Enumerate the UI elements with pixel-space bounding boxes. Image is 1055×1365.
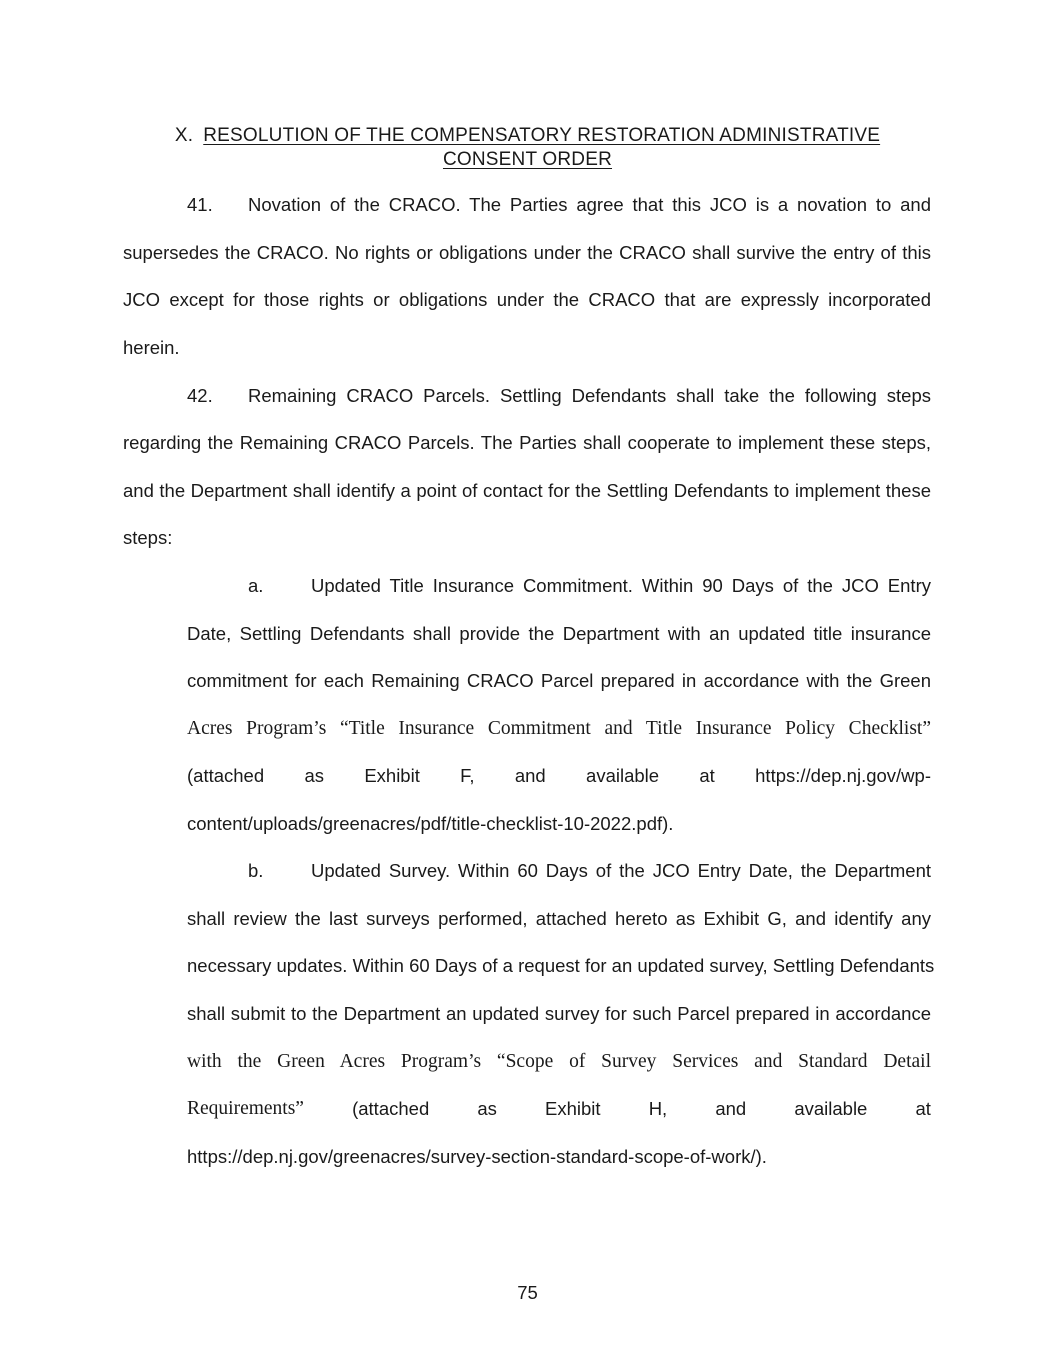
subparagraph-a-line-6: content/uploads/greenacres/pdf/title-checklist-10-2022.pdf). <box>187 813 674 834</box>
subparagraph-b-line-7: https://dep.nj.gov/greenacres/survey-section-standard-scope-of-work/). <box>187 1146 767 1167</box>
paragraph-41-number: 41. <box>187 194 213 215</box>
subparagraph-a-line-5 <box>187 764 931 788</box>
subparagraph-b-line-5: with the Green Acres Program’s “Scope of Survey Services and Standard Detail <box>187 1051 931 1072</box>
section-title-line-1: RESOLUTION OF THE COMPENSATORY RESTORATION ADMINISTRATIVE <box>203 125 881 146</box>
subparagraph-b-label: b. <box>248 860 264 881</box>
subparagraph-b-line-6 <box>187 1097 931 1121</box>
word: available <box>586 765 660 786</box>
subparagraph-a-line-1: Updated Title Insurance Commitment. Within 90 Days of the JCO Entry <box>311 575 931 596</box>
word: at <box>915 1098 931 1119</box>
word: and <box>715 1098 747 1119</box>
subparagraph-b-line-4: shall submit to the Department an updated survey for such Parcel prepared in accordance <box>187 1003 931 1024</box>
subparagraph-a-line-2: Date, Settling Defendants shall provide the Department with an updated title insurance <box>187 623 931 644</box>
paragraph-42-line-1: Remaining CRACO Parcels. Settling Defendants shall take the following steps <box>248 385 931 406</box>
paragraph-41-line-3: JCO except for those rights or obligations under the CRACO that are expressly incorporated <box>123 289 931 310</box>
paragraph-41-line-2: supersedes the CRACO. No rights or obligations under the CRACO shall survive the entry of this <box>123 242 931 263</box>
word: (attached <box>352 1098 430 1119</box>
word: Requirements” <box>187 1098 304 1119</box>
section-title-line-2: CONSENT ORDER <box>442 149 613 170</box>
paragraph-41-line-4: herein. <box>123 337 180 358</box>
subparagraph-a-line-4: Acres Program’s “Title Insurance Commitment and Title Insurance Policy Checklist” <box>187 718 931 739</box>
subparagraph-b-line-1: Updated Survey. Within 60 Days of the JCO Entry Date, the Department <box>311 860 931 881</box>
paragraph-42-line-3: and the Department shall identify a point of contact for the Settling Defendants to implement these <box>123 480 931 501</box>
word: Exhibit <box>545 1098 601 1119</box>
page-number: 75 <box>517 1282 538 1303</box>
word: and <box>514 765 546 786</box>
subparagraph-a-label: a. <box>248 575 264 596</box>
subparagraph-b-line-2: shall review the last surveys performed, attached hereto as Exhibit G, and identify any <box>187 908 931 929</box>
word: Exhibit <box>364 765 420 786</box>
paragraph-42-line-4: steps: <box>123 527 173 548</box>
word: at <box>699 765 715 786</box>
word: (attached <box>187 765 265 786</box>
subparagraph-a-line-3: commitment for each Remaining CRACO Parcel prepared in accordance with the Green <box>187 670 931 691</box>
word: as <box>477 1098 497 1119</box>
paragraph-42-number: 42. <box>187 385 213 406</box>
word: available <box>794 1098 868 1119</box>
paragraph-42-line-2: regarding the Remaining CRACO Parcels. The Parties shall cooperate to implement these steps, <box>123 432 931 453</box>
word: H, <box>648 1098 668 1119</box>
word: as <box>304 765 324 786</box>
section-number: X. <box>174 125 194 146</box>
word: F, <box>460 765 475 786</box>
paragraph-41-line-1: Novation of the CRACO. The Parties agree that this JCO is a novation to and <box>248 194 931 215</box>
section-heading <box>120 124 935 172</box>
word: https://dep.nj.gov/wp- <box>755 765 931 786</box>
subparagraph-b-line-3: necessary updates. Within 60 Days of a request for an updated survey, Settling Defendants <box>187 955 935 976</box>
